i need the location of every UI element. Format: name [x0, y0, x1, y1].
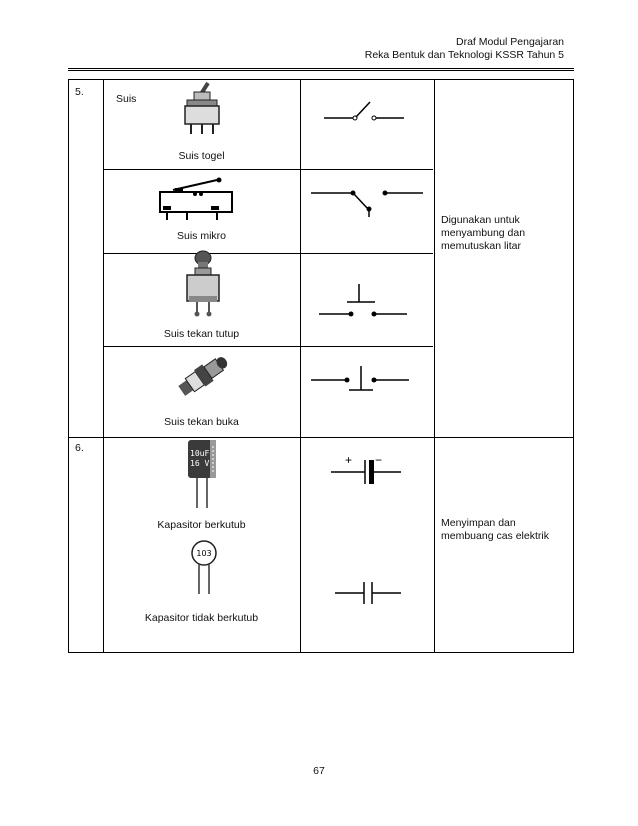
- function-text: Menyimpan dan membuang cas elektrik: [441, 517, 549, 542]
- voltage-marking: 16 V: [190, 459, 210, 468]
- table-row-divider: [103, 346, 433, 347]
- table-col-divider: [103, 80, 104, 652]
- header-rule: [68, 68, 574, 71]
- function-text: Digunakan untuk menyambung dan memutuskan litar: [441, 214, 526, 252]
- table-col-divider: [434, 80, 435, 652]
- page-number: 67: [313, 765, 325, 777]
- capacitance-marking: 10uF: [190, 449, 210, 458]
- row-number: 5.: [75, 86, 84, 98]
- page-header: [365, 36, 564, 62]
- push-to-open-switch-icon: [173, 350, 233, 402]
- group-label: Suis: [116, 93, 137, 105]
- minus-sign: −: [375, 453, 383, 467]
- non-polarized-capacitor-symbol: [335, 580, 401, 606]
- components-table: [68, 79, 574, 653]
- toggle-switch-icon: [181, 80, 225, 136]
- push-to-close-switch-icon: [181, 248, 225, 320]
- micro-switch-icon: [157, 176, 237, 222]
- component-label: Suis mikro: [176, 230, 226, 242]
- table-row-divider: [69, 437, 573, 438]
- toggle-switch-symbol: [324, 98, 404, 124]
- push-to-close-symbol: [319, 280, 409, 322]
- table-row-divider: [103, 253, 433, 254]
- component-label: Kapasitor tidak berkutub: [144, 612, 259, 624]
- component-label: Kapasitor berkutub: [157, 519, 246, 531]
- header-line-2: Reka Bentuk dan Teknologi KSSR Tahun 5: [364, 49, 564, 61]
- header-line-1: Draf Modul Pengajaran: [456, 36, 564, 48]
- push-to-open-symbol: [311, 362, 409, 394]
- component-label: Suis tekan tutup: [163, 328, 240, 340]
- ceramic-capacitor-icon: [189, 540, 219, 596]
- component-label: Suis togel: [178, 150, 225, 162]
- polarized-capacitor-symbol: [331, 452, 401, 484]
- component-label: Suis tekan buka: [164, 416, 239, 428]
- polarized-capacitor-icon: [185, 438, 221, 510]
- table-col-divider: [300, 80, 301, 652]
- ceramic-code-marking: 103: [196, 549, 212, 558]
- table-row-divider: [103, 169, 433, 170]
- micro-switch-symbol: [311, 183, 423, 219]
- plus-sign: +: [345, 453, 353, 467]
- row-number: 6.: [75, 442, 84, 454]
